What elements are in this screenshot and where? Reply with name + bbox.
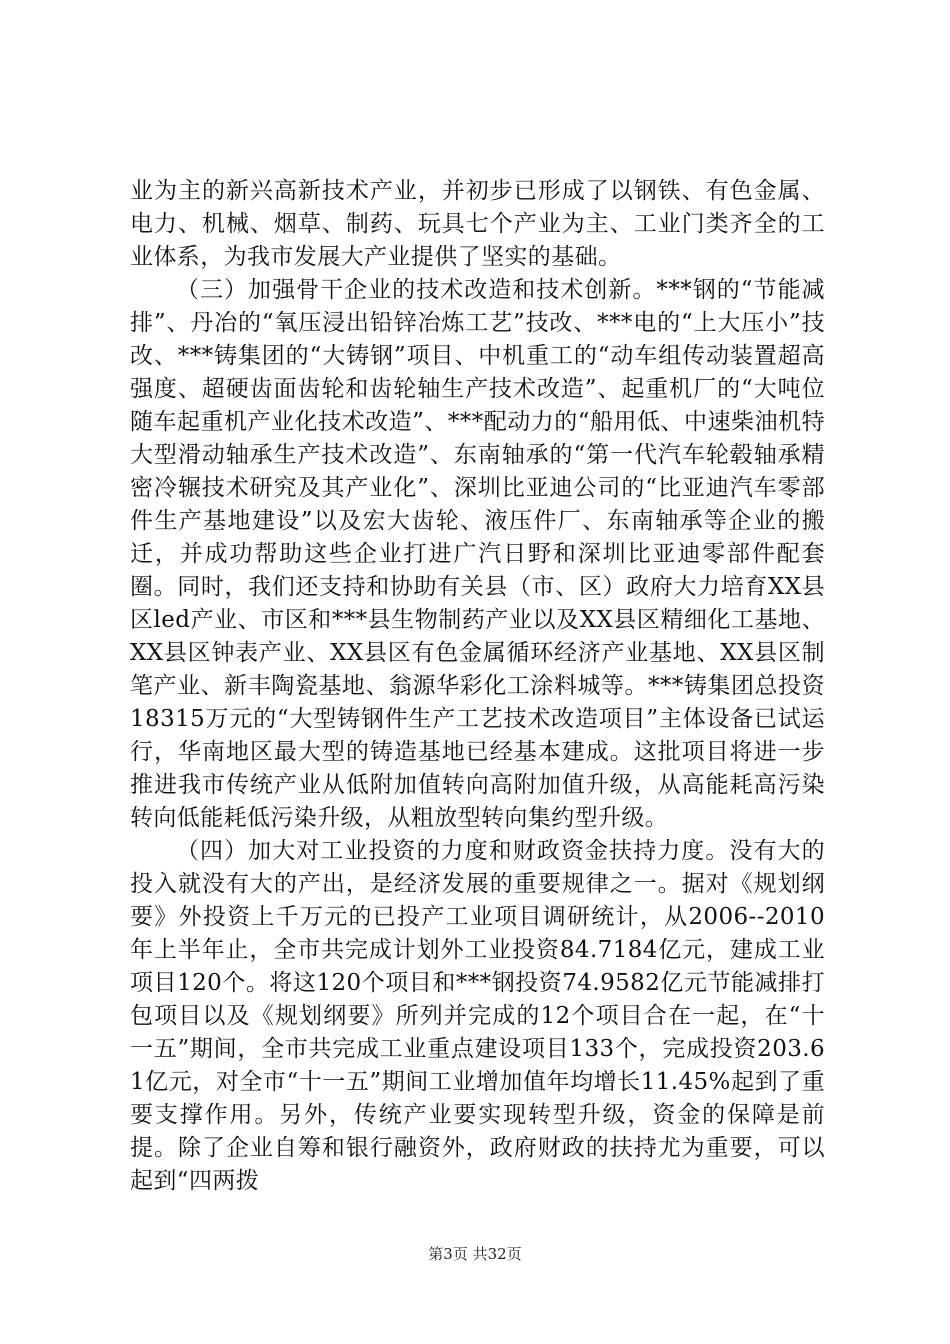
page-footer: [0, 1243, 950, 1264]
paragraph-1: 业为主的新兴高新技术产业，并初步已形成了以钢铁、有色金属、电力、机械、烟草、制药、玩具七个产业为主、工业门类齐全的工业体系，为我市发展大产业提供了坚实的基础。: [130, 178, 825, 270]
paragraph-2: （三）加强骨干企业的技术改造和技术创新。***钢的“节能减排”、丹冶的“氧压浸出铅锌冶炼工艺”技改、***电的“上大压小”技改、***铸集团的“大铸钢”项目、中机重工的“动车组传动装置超高强度、超硬齿面齿轮和齿轮轴生产技术改造”、起重机厂的“大吨位随车起重机产业化技术改造”、***配动力的“船用低、中速柴油机特大型滑动轴承生产技术改造”、东南轴承的“第一代汽车轮毂轴承精密冷辗技术研究及其产业化”、深圳比亚迪公司的“比亚迪汽车零部件生产基地建设”以及宏大齿轮、液压件厂、东南轴承等企业的搬迁，并成功帮助这些企业打进广汽日野和深圳比亚迪零部件配套圈。同时，我们还支持和协助有关县（市、区）政府大力培育XX县区led产业、市区和***县生物制药产业以及XX县区精细化工基地、XX县区钟表产业、XX县区有色金属循环经济产业基地、XX县区制笔产业、新丰陶瓷基地、翁源华彩化工涂料城等。***铸集团总投资18315万元的“大型铸钢件生产工艺技术改造项目”主体设备已试运行，华南地区最大型的铸造基地已经基本建成。这批项目将进一步推进我市传统产业从低附加值转向高附加值升级，从高能耗高污染转向低能耗低污染升级，从粗放型转向集约型升级。: [130, 277, 825, 831]
paragraph-3: （四）加大对工业投资的力度和财政资金扶持力度。没有大的投入就没有大的产出，是经济发展的重要规律之一。据对《规划纲要》外投资上千万元的已投产工业项目调研统计，从2006--2010年上半年止，全市共完成计划外工业投资84.7184亿元，建成工业项目120个。将这120个项目和***钢投资74.9582亿元节能减排打包项目以及《规划纲要》所列并完成的12个项目合在一起，在“十一五”期间，全市共完成工业重点建设项目133个，完成投资203.61亿元，对全市“十一五”期间工业增加值年均增长11.45%起到了重要支撑作用。另外，传统产业要实现转型升级，资金的保障是前提。除了企业自筹和银行融资外，政府财政的扶持尤为重要，可以起到“四两拨: [130, 838, 825, 1194]
document-body: [130, 175, 825, 1198]
page-number-label: 第3页 共32页: [428, 1245, 522, 1263]
